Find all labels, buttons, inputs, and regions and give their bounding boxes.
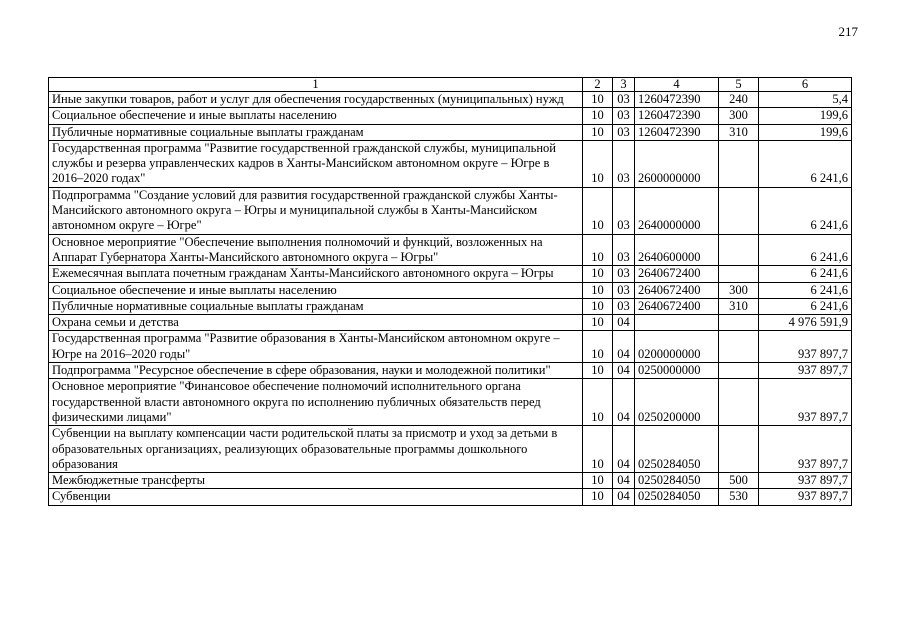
row-amount: 937 897,7 bbox=[759, 379, 852, 426]
row-target-code: 2640600000 bbox=[635, 234, 719, 266]
row-amount: 6 241,6 bbox=[759, 266, 852, 282]
row-name: Основное мероприятие "Финансовое обеспечение полномочий исполнительного органа государственной власти автономного округа по исполнению публичных обязательств перед физическими лицами" bbox=[49, 379, 583, 426]
row-name: Публичные нормативные социальные выплаты гражданам bbox=[49, 124, 583, 140]
row-amount: 937 897,7 bbox=[759, 363, 852, 379]
row-subsection: 03 bbox=[613, 92, 635, 108]
row-expense-type bbox=[719, 363, 759, 379]
row-subsection: 03 bbox=[613, 298, 635, 314]
row-subsection: 04 bbox=[613, 426, 635, 473]
row-amount: 937 897,7 bbox=[759, 426, 852, 473]
row-subsection: 03 bbox=[613, 140, 635, 187]
row-amount: 6 241,6 bbox=[759, 187, 852, 234]
row-subsection: 04 bbox=[613, 315, 635, 331]
row-target-code: 0200000000 bbox=[635, 331, 719, 363]
row-section: 10 bbox=[583, 363, 613, 379]
row-expense-type: 310 bbox=[719, 124, 759, 140]
row-section: 10 bbox=[583, 331, 613, 363]
row-amount: 6 241,6 bbox=[759, 282, 852, 298]
row-expense-type: 300 bbox=[719, 282, 759, 298]
row-name: Социальное обеспечение и иные выплаты населению bbox=[49, 108, 583, 124]
table-header-row bbox=[49, 78, 852, 92]
row-section: 10 bbox=[583, 187, 613, 234]
row-target-code: 2640672400 bbox=[635, 266, 719, 282]
row-expense-type bbox=[719, 234, 759, 266]
row-subsection: 04 bbox=[613, 363, 635, 379]
table-row bbox=[49, 363, 852, 379]
page-number: 217 bbox=[838, 24, 858, 39]
row-expense-type: 240 bbox=[719, 92, 759, 108]
row-expense-type bbox=[719, 315, 759, 331]
row-target-code: 2640672400 bbox=[635, 282, 719, 298]
row-name: Основное мероприятие "Обеспечение выполнения полномочий и функций, возложенных на Аппарат Губернатора Ханты-Мансийского автономного округа – Югры" bbox=[49, 234, 583, 266]
row-section: 10 bbox=[583, 266, 613, 282]
table-row bbox=[49, 489, 852, 505]
row-amount: 5,4 bbox=[759, 92, 852, 108]
row-amount: 937 897,7 bbox=[759, 331, 852, 363]
row-amount: 937 897,7 bbox=[759, 489, 852, 505]
header-col-5: 5 bbox=[719, 78, 759, 92]
row-section: 10 bbox=[583, 315, 613, 331]
table-row bbox=[49, 187, 852, 234]
row-amount: 937 897,7 bbox=[759, 473, 852, 489]
table-row bbox=[49, 108, 852, 124]
row-section: 10 bbox=[583, 124, 613, 140]
row-section: 10 bbox=[583, 426, 613, 473]
row-section: 10 bbox=[583, 489, 613, 505]
row-target-code: 1260472390 bbox=[635, 124, 719, 140]
row-name: Подпрограмма "Создание условий для развития государственной гражданской службы Ханты-Мансийского автономного округа – Югры и муниципальной службы в Ханты-Мансийском автономном округе – Югре" bbox=[49, 187, 583, 234]
row-target-code: 0250284050 bbox=[635, 489, 719, 505]
row-section: 10 bbox=[583, 473, 613, 489]
row-name: Субвенции bbox=[49, 489, 583, 505]
row-subsection: 04 bbox=[613, 379, 635, 426]
row-subsection: 04 bbox=[613, 331, 635, 363]
row-amount: 6 241,6 bbox=[759, 140, 852, 187]
row-name: Ежемесячная выплата почетным гражданам Ханты-Мансийского автономного округа – Югры bbox=[49, 266, 583, 282]
row-subsection: 03 bbox=[613, 124, 635, 140]
row-expense-type bbox=[719, 266, 759, 282]
header-col-1: 1 bbox=[49, 78, 583, 92]
row-name: Межбюджетные трансферты bbox=[49, 473, 583, 489]
row-expense-type: 530 bbox=[719, 489, 759, 505]
row-subsection: 03 bbox=[613, 234, 635, 266]
row-section: 10 bbox=[583, 282, 613, 298]
table-row bbox=[49, 379, 852, 426]
row-name: Государственная программа "Развитие образования в Ханты-Мансийском автономном округе – Югре на 2016–2020 годы" bbox=[49, 331, 583, 363]
row-name: Субвенции на выплату компенсации части родительской платы за присмотр и уход за детьми в образовательных организациях, реализующих образовательные программы дошкольного образования bbox=[49, 426, 583, 473]
row-amount: 6 241,6 bbox=[759, 298, 852, 314]
budget-table bbox=[48, 77, 852, 506]
row-expense-type: 500 bbox=[719, 473, 759, 489]
row-subsection: 03 bbox=[613, 282, 635, 298]
table-row bbox=[49, 282, 852, 298]
row-target-code: 1260472390 bbox=[635, 108, 719, 124]
row-subsection: 04 bbox=[613, 473, 635, 489]
row-expense-type: 310 bbox=[719, 298, 759, 314]
row-subsection: 03 bbox=[613, 187, 635, 234]
header-col-6: 6 bbox=[759, 78, 852, 92]
row-amount: 6 241,6 bbox=[759, 234, 852, 266]
row-section: 10 bbox=[583, 108, 613, 124]
row-name: Охрана семьи и детства bbox=[49, 315, 583, 331]
table-row bbox=[49, 331, 852, 363]
row-amount: 4 976 591,9 bbox=[759, 315, 852, 331]
row-expense-type bbox=[719, 140, 759, 187]
row-section: 10 bbox=[583, 92, 613, 108]
row-target-code: 0250284050 bbox=[635, 426, 719, 473]
table-row bbox=[49, 315, 852, 331]
row-target-code: 2600000000 bbox=[635, 140, 719, 187]
table-row bbox=[49, 426, 852, 473]
row-expense-type: 300 bbox=[719, 108, 759, 124]
row-section: 10 bbox=[583, 298, 613, 314]
row-expense-type bbox=[719, 426, 759, 473]
row-amount: 199,6 bbox=[759, 124, 852, 140]
row-name: Иные закупки товаров, работ и услуг для обеспечения государственных (муниципальных) нужд bbox=[49, 92, 583, 108]
row-name: Подпрограмма "Ресурсное обеспечение в сфере образования, науки и молодежной политики" bbox=[49, 363, 583, 379]
row-subsection: 03 bbox=[613, 108, 635, 124]
header-col-3: 3 bbox=[613, 78, 635, 92]
row-expense-type bbox=[719, 331, 759, 363]
row-section: 10 bbox=[583, 379, 613, 426]
row-subsection: 04 bbox=[613, 489, 635, 505]
table-row bbox=[49, 92, 852, 108]
table-row bbox=[49, 298, 852, 314]
table-row bbox=[49, 473, 852, 489]
row-name: Государственная программа "Развитие государственной гражданской службы, муниципальной службы и резерва управленческих кадров в Ханты-Мансийском автономном округе – Югре в 2016–2020 годах" bbox=[49, 140, 583, 187]
row-target-code bbox=[635, 315, 719, 331]
table-row bbox=[49, 140, 852, 187]
header-col-2: 2 bbox=[583, 78, 613, 92]
table-row bbox=[49, 124, 852, 140]
row-target-code: 1260472390 bbox=[635, 92, 719, 108]
header-col-4: 4 bbox=[635, 78, 719, 92]
row-target-code: 0250200000 bbox=[635, 379, 719, 426]
row-section: 10 bbox=[583, 140, 613, 187]
row-name: Публичные нормативные социальные выплаты гражданам bbox=[49, 298, 583, 314]
row-target-code: 2640000000 bbox=[635, 187, 719, 234]
row-target-code: 2640672400 bbox=[635, 298, 719, 314]
row-section: 10 bbox=[583, 234, 613, 266]
row-name: Социальное обеспечение и иные выплаты населению bbox=[49, 282, 583, 298]
row-amount: 199,6 bbox=[759, 108, 852, 124]
table-row bbox=[49, 234, 852, 266]
row-expense-type bbox=[719, 187, 759, 234]
row-subsection: 03 bbox=[613, 266, 635, 282]
row-target-code: 0250284050 bbox=[635, 473, 719, 489]
row-target-code: 0250000000 bbox=[635, 363, 719, 379]
table-row bbox=[49, 266, 852, 282]
row-expense-type bbox=[719, 379, 759, 426]
